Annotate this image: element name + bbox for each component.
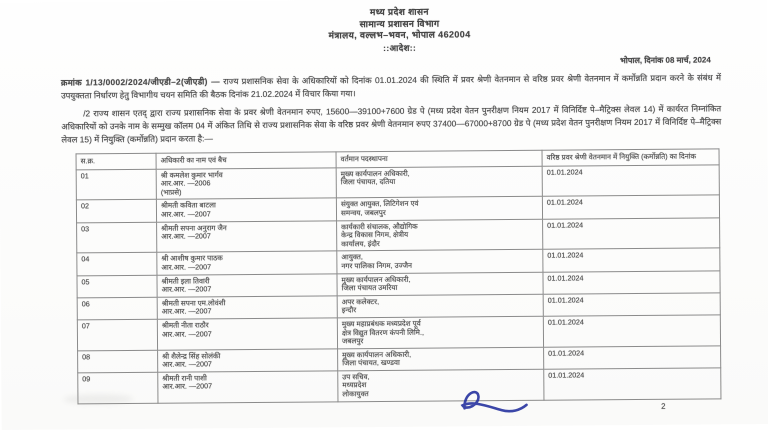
cell-posting: मुख्य महाप्रबंधक मध्यप्रदेश पूर्व क्षेत्र विद्युत वितरण कंपनी लिमि., जबलपुर <box>337 316 543 348</box>
cell-posting: संयुक्त आयुक्त, लिटिगेशन एवं समन्वय, जबलपुर <box>336 197 542 221</box>
paragraph-2-text: /2 राज्य शासन एतद् द्वारा राज्य प्रशासनिक सेवा के प्रवर श्रेणी वेतनमान रुपए, 15600—39100+7600 ग्रेड पे (मध्य प्रदेश वेतन पुनरीक्षण नियम 2017 में विनिर्दिष्ट पे–मैट्रिक्स लेवल 14) में कार्यरत निम्नांकित अधिकारियों को उनके नाम के सम्मुख कॉलम 04 में अंकित तिथि से राज्य प्रशासनिक सेवा के वरिष्ठ प्रवर श्रेणी वेतनमान रुपए 37400—67000+8700 ग्रेड पे (मध्य प्रदेश वेतन पुनरीक्षण नियम 2017 में विनिर्दिष्ट पे–मैट्रिक्स लेवल 15) में नियुक्ति (कर्मोन्नति) प्रदान करता है:— <box>61 103 722 145</box>
order-number: क्रमांक 1/13/0002/2024/जीएडी–2(जीएडी) — <box>60 76 220 88</box>
cell-name: श्रीमती सपना एम.लोवंशी आर.आर. —2007 <box>157 296 337 320</box>
cell-name: श्रीमती कविता बाटला आर.आर. —2007 <box>156 198 336 222</box>
cell-posting: मुख्य कार्यपालन अधिकारी, जिला पंचायत, खण्डवा <box>338 347 544 371</box>
header-department: सामान्य प्रशासन विभाग <box>359 18 440 29</box>
table-row <box>78 368 721 404</box>
paragraph-1-text: राज्य प्रशासनिक सेवा के अधिकारियों को दिनांक 01.01.2024 की स्थिति में प्रवर श्रेणी वेतनमान से वरिष्ठ प्रवर श्रेणी वेतनमान में कर्मोन्नति प्रदान करने के संबंध में उपयुक्तता निर्धारण हेतु विभागीय चयन समिति की बैठक दिनांक 21.02.2024 में विचार किया गया। <box>61 72 721 101</box>
cell-posting: मुख्य कार्यपालन अधिकारी, जिला पंचायत, दतिया <box>336 166 542 198</box>
cell-name: श्रीमती सपना अनुराग जैन आर.आर. —2007 <box>157 220 337 252</box>
cell-date: 01.01.2024 <box>542 164 719 196</box>
cell-name: श्री आशीष कुमार पाठक आर.आर. —2007 <box>157 251 337 275</box>
col-header-promotion-date: वरिष्ठ प्रवर श्रेणी वेतनमान में नियुक्ति (कर्मोन्नति) का दिनांक <box>542 149 719 166</box>
signature-scribble <box>451 383 535 420</box>
cell-posting: उप सचिव, मध्यप्रदेश लोकायुक्त <box>338 369 544 401</box>
cell-posting: कार्यकारी संचालक, औद्योगिक केन्द्र विकास निगम, क्षेत्रीय कार्यालय, इंदौर <box>337 219 543 251</box>
table-row <box>76 164 719 200</box>
document-header <box>0 0 767 57</box>
table-row <box>77 217 720 253</box>
paragraph-order-number <box>61 71 721 102</box>
cell-date: 01.01.2024 <box>544 346 721 370</box>
cell-serial: 05 <box>77 275 157 298</box>
header-address: मंत्रालय, वल्लभ–भवन, भोपाल 462004 <box>328 29 471 41</box>
cell-posting: मुख्य कार्यपालन अधिकारी, जिला पंचायत उमरिया <box>337 272 543 296</box>
cell-date: 01.01.2024 <box>543 217 720 249</box>
cell-name: श्री शैलेन्द्र सिंह सोलंकी आर.आर. —2007 <box>158 349 338 373</box>
col-header-serial: स.क्र. <box>76 153 156 169</box>
cell-serial: 01 <box>76 169 156 200</box>
cell-date: 01.01.2024 <box>543 315 720 347</box>
cell-serial: 07 <box>77 319 157 350</box>
col-header-current-posting: वर्तमान पदस्थापना <box>336 150 542 167</box>
cell-name: श्रीमती नीता राठौर आर.आर. —2007 <box>157 318 337 350</box>
page-number: 2 <box>661 401 666 411</box>
cell-serial: 02 <box>76 200 156 223</box>
cell-date: 01.01.2024 <box>543 270 720 294</box>
cell-name: श्री कमलेश कुमार भार्गव आर.आर. —2006 (भाप्रसे) <box>156 167 336 199</box>
cell-serial: 04 <box>77 253 157 276</box>
cell-serial: 06 <box>77 297 157 320</box>
cell-posting: अपर कलेक्टर, इन्दौर <box>337 294 543 318</box>
cell-date: 01.01.2024 <box>543 293 720 317</box>
cell-name: श्रीमती रानी पाशी आर.आर. —2007 <box>158 371 338 403</box>
cell-serial: 09 <box>78 372 158 403</box>
table-row <box>77 315 720 351</box>
place-and-date: भोपाल, दिनांक 08 मार्च, 2024 <box>620 55 711 66</box>
cell-date: 01.01.2024 <box>542 195 719 219</box>
cell-serial: 08 <box>78 350 158 373</box>
cell-date: 01.01.2024 <box>543 248 720 272</box>
cell-name: श्रीमती इला तिवारी आर.आर. —2007 <box>157 273 337 297</box>
order-label: ::आदेश:: <box>383 42 417 53</box>
cell-posting: आयुक्त, नगर पालिका निगम, उज्जैन <box>337 250 543 274</box>
cell-serial: 03 <box>77 222 157 253</box>
cell-date: 01.01.2024 <box>544 368 721 400</box>
col-header-name-batch: अधिकारी का नाम एवं बैच <box>156 152 336 169</box>
header-govt-name: मध्य प्रदेश शासन <box>369 6 429 18</box>
officer-promotion-table <box>76 148 722 404</box>
